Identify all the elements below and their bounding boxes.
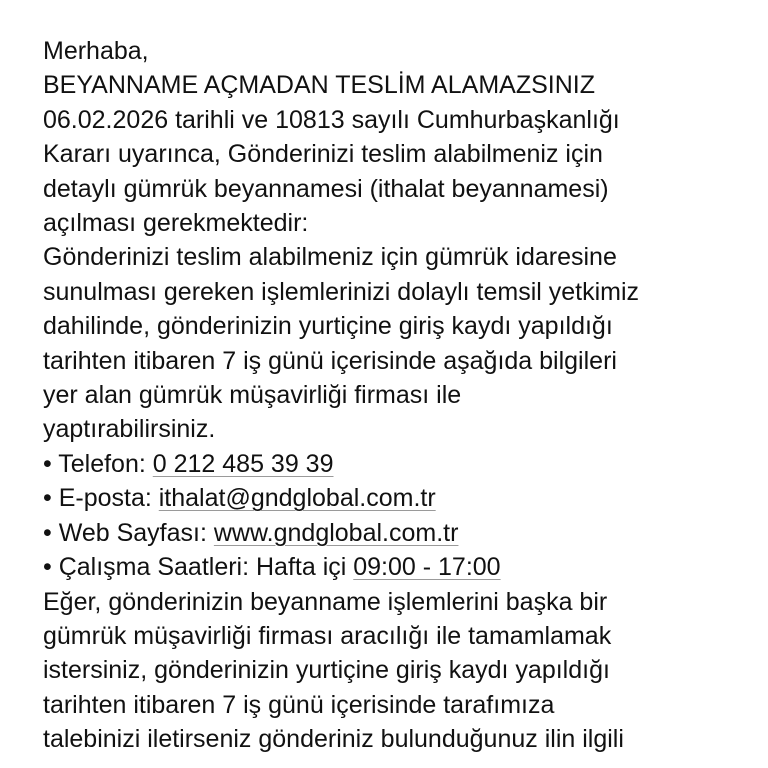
paragraph-line: yaptırabilirsiniz. — [43, 415, 216, 444]
web-link[interactable]: www.gndglobal.com.tr — [213, 518, 459, 547]
paragraph-line: yer alan gümrük müşavirliği firması ile — [43, 381, 462, 410]
phone-label: • Telefon: — [43, 449, 153, 478]
paragraph-line: tarihten itibaren 7 iş günü içerisinde tarafımıza — [43, 690, 555, 719]
paragraph-line: Gönderinizi teslim alabilmeniz için gümrük idaresine — [43, 243, 617, 272]
paragraph-line: istersiniz, gönderinizin yurtiçine giriş kaydı yapıldığı — [43, 656, 610, 685]
paragraph-line: Kararı uyarınca, Gönderinizi teslim alabilmeniz için — [43, 140, 603, 169]
headline-text: BEYANNAME AÇMADAN TESLİM ALAMAZSINIZ — [43, 71, 595, 100]
contact-hours-row — [43, 550, 763, 584]
hours-label: • Çalışma Saatleri: Hafta içi — [43, 553, 354, 582]
contact-email-row — [43, 481, 763, 515]
hours-link[interactable]: 09:00 - 17:00 — [353, 553, 501, 582]
paragraph-line: detaylı gümrük beyannamesi (ithalat beyannamesi) — [43, 174, 609, 203]
greeting-text: Merhaba, — [43, 37, 149, 65]
web-label: • Web Sayfası: — [43, 518, 214, 547]
paragraph-line: tarihten itibaren 7 iş günü içerisinde aşağıda bilgileri — [43, 346, 617, 375]
message-body — [43, 34, 763, 757]
contact-phone-row — [43, 447, 763, 481]
email-link[interactable]: ithalat@gndglobal.com.tr — [158, 484, 436, 513]
contact-web-row — [43, 516, 763, 550]
phone-link[interactable]: 0 212 485 39 39 — [152, 449, 334, 478]
paragraph-line: dahilinde, gönderinizin yurtiçine giriş kaydı yapıldığı — [43, 312, 613, 341]
paragraph-line: Eğer, gönderinizin beyanname işlemlerini başka bir — [43, 587, 608, 616]
paragraph-line: 06.02.2026 tarihli ve 10813 sayılı Cumhurbaşkanlığı — [43, 105, 620, 134]
paragraph-line: sunulması gereken işlemlerinizi dolaylı temsil yetkimiz — [43, 277, 640, 306]
paragraph-line: açılması gerekmektedir: — [43, 209, 309, 238]
paragraph-line: talebinizi iletirseniz gönderiniz bulunduğunuz ilin ilgili — [43, 725, 624, 754]
email-label: • E-posta: — [43, 484, 159, 513]
paragraph-line: gümrük müşavirliği firması aracılığı ile tamamlamak — [43, 621, 612, 650]
